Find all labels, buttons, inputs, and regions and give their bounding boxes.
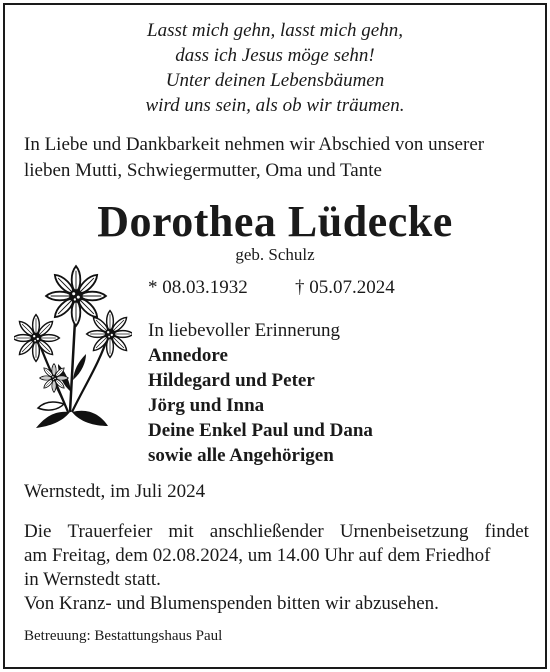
poem-line: dass ich Jesus möge sehn!: [175, 45, 375, 66]
funeral-word: anschließender: [209, 521, 324, 542]
mourner-name: Hildegard und Peter: [148, 370, 315, 391]
funeral-word: mit: [168, 521, 194, 542]
funeral-agency: Betreuung: Bestattungshaus Paul: [24, 628, 223, 644]
mourner-name: Deine Enkel Paul und Dana: [148, 420, 373, 441]
funeral-word: Trauerfeier: [67, 521, 153, 542]
place-and-date: Wernstedt, im Juli 2024: [24, 481, 206, 502]
funeral-word: Urnenbeisetzung: [339, 521, 469, 542]
mourners-list: [148, 318, 373, 468]
funeral-line-justified: [24, 520, 529, 544]
funeral-line: am Freitag, dem 02.08.2024, um 14.00 Uhr auf dem Friedhof: [24, 545, 491, 566]
intro-line: In Liebe und Dankbarkeit nehmen wir Abschied von unserer: [24, 134, 485, 155]
mourner-name: Jörg und Inna: [148, 395, 265, 416]
mourner-name: Annedore: [148, 345, 228, 366]
mourner-name: sowie alle Angehörigen: [148, 445, 334, 466]
flower-donation-note: Von Kranz- und Blumenspenden bitten wir abzusehen.: [24, 593, 439, 614]
maiden-name: geb. Schulz: [235, 245, 315, 264]
deceased-name: Dorothea Lüdecke: [97, 197, 453, 246]
life-dates: [148, 276, 395, 300]
poem-line: Unter deinen Lebensbäumen: [165, 70, 385, 91]
funeral-word: findet: [484, 521, 529, 542]
death-date: † 05.07.2024: [295, 277, 395, 298]
mourners-heading: In liebevoller Erinnerung: [148, 320, 341, 341]
poem-line: Lasst mich gehn, lasst mich gehn,: [147, 20, 403, 41]
edelweiss-flower-icon: [14, 262, 132, 430]
farewell-intro: [24, 132, 529, 184]
funeral-details: [24, 520, 529, 616]
poem-line: wird uns sein, als ob wir träumen.: [145, 95, 405, 116]
intro-line: lieben Mutti, Schwiegermutter, Oma und Tante: [24, 160, 382, 181]
memorial-poem: [0, 18, 550, 118]
funeral-word: Die: [24, 521, 52, 542]
funeral-line: in Wernstedt statt.: [24, 569, 161, 590]
birth-date: * 08.03.1932: [148, 277, 248, 298]
